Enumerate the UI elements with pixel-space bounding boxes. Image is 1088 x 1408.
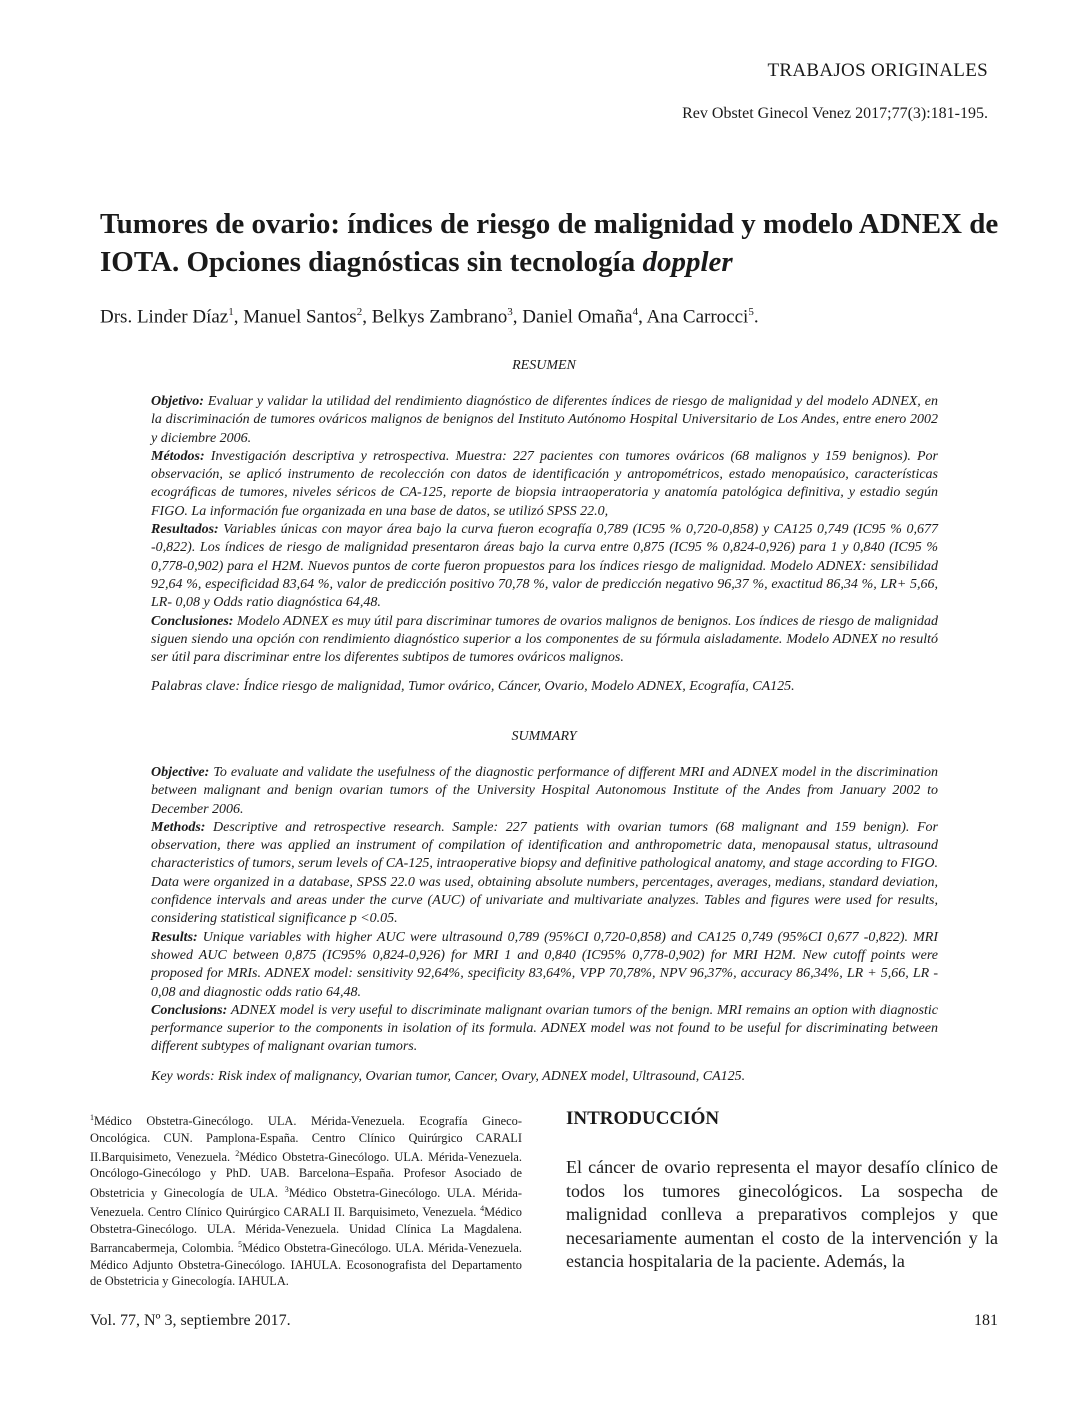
- abstract-section: [151, 448, 938, 521]
- title-italic: doppler: [642, 246, 733, 278]
- author-separator: ,: [512, 306, 523, 328]
- author-name: Ana Carrocci: [646, 306, 749, 328]
- author-name: Manuel Santos: [243, 306, 357, 328]
- author-name: Linder Díaz: [136, 306, 229, 328]
- section-label: TRABAJOS ORIGINALES: [767, 60, 988, 81]
- title-main: Tumores de ovario: índices de riesgo de malignidad y modelo ADNEX de IOTA. Opciones diagnósticas sin tecnología: [100, 208, 999, 278]
- author-separator: ,: [233, 306, 244, 328]
- section-label: Objetivo:: [151, 394, 204, 409]
- footnote-text: Médico Obstetra-Ginecólogo. ULA. Mérida-Venezuela. Oncólogo-Ginecólogo y PhD. UAB. Barcelona–España. Profesor Asociado de Obstetricia y Ginecología de ULA.: [90, 1150, 523, 1200]
- introduccion-text: El cáncer de ovario representa el mayor desafío clínico de todos los tumores ginecológicos. La sospecha de malignidad conlleva a preparativos complejos y que necesariamente aumentan el costo de la intervención y la estancia hospitalaria de la paciente. Además, la: [566, 1157, 998, 1272]
- section-text: Modelo ADNEX es muy útil para discriminar tumores de ovarios malignos de benignos. Los índices de riesgo de malignidad siguen siendo una opción con rendimiento diagnóstico superior a los componentes de su fórmula aisladamente. Modelo ADNEX no resultó ser útil para discriminar entre los diferentes subtipos de tumores ováricos malignos.: [151, 613, 938, 666]
- abstract-section: [151, 764, 938, 819]
- summary-heading: SUMMARY: [511, 729, 577, 744]
- section-label: Resultados:: [151, 522, 219, 538]
- introduccion-heading: INTRODUCCIÓN: [566, 1108, 720, 1129]
- footnote-mark: 3: [284, 1184, 289, 1194]
- abstract-section: [151, 1002, 938, 1057]
- footer-issue: Vol. 77, Nº 3, septiembre 2017.: [90, 1312, 291, 1329]
- footnote-mark: 1: [90, 1113, 94, 1122]
- key-words: Key words: Risk index of malignancy, Ovarian tumor, Cancer, Ovary, ADNEX model, Ultrasound, CA125.: [151, 1069, 746, 1084]
- author-name: Daniel Omaña: [522, 306, 633, 328]
- author-separator: .: [753, 306, 759, 328]
- footnote-text: Médico Obstetra-Ginecólogo. ULA. Mérida-Venezuela. Médico Adjunto Obstetra-Ginecólogo. IAHULA. Ecosonografista del Departamento de Obstetricia y Ginecología. IAHULA.: [90, 1241, 523, 1289]
- abstract-section: [151, 613, 938, 668]
- author-list: [100, 306, 759, 328]
- author-affiliation-mark: 3: [507, 306, 513, 318]
- section-text: To evaluate and validate the usefulness of the diagnostic performance of different MRI and ADNEX model in the discrimination between malignant and benign ovarian tumors of the University Hospital Autonomous Institute of the Andes from January 2002 to December 2006.: [151, 765, 938, 817]
- abstract-section: [151, 393, 938, 448]
- section-label: Results:: [151, 929, 198, 945]
- footnote-mark: 5: [238, 1240, 243, 1250]
- resumen-abstract: [151, 393, 938, 667]
- affiliation-footnotes: [90, 1110, 522, 1290]
- article-title: [100, 205, 1000, 281]
- resumen-heading: RESUMEN: [512, 358, 576, 373]
- section-text: Variables únicas con mayor área bajo la curva fueron ecografía 0,789 (IC95 % 0,720-0,858) y CA125 0,749 (IC95 % 0,677 -0,822). Los índices de riesgo de malignidad presentaron áreas bajo la curva entre 0,875 (IC95 % 0,824-0,926) para 1 y 0,840 (IC95 % 0,778-0,902) para el H2M. Nuevos puntos de corte fueron propuestos para los índices riesgo de malignidad. Modelo ADNEX: sensibilidad 92,64 %, especificidad 83,64 %, valor de predicción positivo 70,78 %, valor de predicción negativo 96,37 %, exactitud 86,34 %, LR+ 5,66, LR- 0,08 y Odds ratio diagnóstica 64,48.: [151, 522, 938, 611]
- author-affiliation-mark: 2: [356, 306, 363, 318]
- footnote-text: Médico Obstetra-Ginecólogo. ULA. Mérida-Venezuela. Ecografía Gineco-Oncológica. CUN. Pamplona-España. Centro Clínico Quirúrgico CARALI II.Barquisimeto, Venezuela.: [90, 1114, 522, 1165]
- abstract-section: [151, 819, 938, 929]
- footnote-mark: 2: [235, 1148, 240, 1158]
- section-text: Evaluar y validar la utilidad del rendimiento diagnóstico de diferentes índices de riesgo de malignidad y del modelo ADNEX, en la discriminación de tumores ováricos malignos de benignos del Instituto Autónomo Hospital Universitario de Los Andes, entre enero 2002 y diciembre 2006.: [151, 394, 938, 446]
- author-affiliation-mark: 1: [228, 306, 234, 318]
- authors-prefix: Drs.: [100, 306, 137, 328]
- section-label: Objective:: [151, 765, 210, 780]
- section-label: Conclusiones:: [151, 613, 234, 629]
- section-text: Investigación descriptiva y retrospectiva. Muestra: 227 pacientes con tumores ováricos (68 malignos y 159 benignos). Por observación, se aplicó instrumento de recolección con datos de identificación y antropométricos, estado menopaúsico, características ecográficas de tumores, niveles séricos de CA-125, reporte de biopsia intraoperatoria y anatomía patológica definitiva, y estadio según FIGO. La información fue organizada en una base de datos, se utilizó SPSS 22.0,: [151, 448, 938, 519]
- section-text: ADNEX model is very useful to discriminate malignant ovarian tumors of the benign. MRI remains an option with diagnostic performance superior to the components in isolation of its formula. ADNEX model was not found to be useful for discriminating between different subtypes of malignant ovarian tumors.: [151, 1002, 938, 1055]
- footnote-text: Médico Obstetra-Ginecólogo. ULA. Mérida-Venezuela. Centro Clínico Quirúrgico CARALI II. Barquisimeto, Venezuela.: [90, 1186, 523, 1220]
- section-text: Descriptive and retrospective research. Sample: 227 patients with ovarian tumors (68 malignant and 159 benign). For observation, there was applied an instrument of compilation of identification and anthropometric data, menopausal status, ultrasound characteristics of tumors, serum levels of CA-125, intraoperative biopsy and definitive pathological anatomy, and stage according to FIGO. Data were organized in a database, SPSS 22.0 was used, obtaining absolute numbers, percentages, averages, medians, standard deviation, confidence intervals and areas under the curve (AUC) of univariate and multivariate analyzes. Tables and figures were used for results, considering statistical significance p <0.05.: [151, 819, 938, 927]
- section-text: Unique variables with higher AUC were ultrasound 0,789 (95%CI 0,720-0,858) and CA125 0,749 (95%CI 0,677 -0,822). MRI showed AUC between 0,875 (IC95% 0,824-0,926) for MRI 1 and 0,840 (IC95% 0,778-0,902) for MRI H2M. New cutoff points were proposed for MRIs. ADNEX model: sensitivity 92,64%, specificity 83,64%, VPP 70,78%, NPV 96,37%, accuracy 86,34%, LR + 5,66, LR - 0,08 and diagnostic odds ratio 64,48.: [151, 929, 938, 1000]
- author-affiliation-mark: 4: [632, 306, 639, 318]
- author-affiliation-mark: 5: [748, 306, 754, 318]
- section-label: Conclusions:: [151, 1002, 228, 1018]
- summary-abstract: [151, 764, 938, 1057]
- author-separator: ,: [638, 306, 647, 328]
- section-label: Métodos:: [151, 448, 205, 464]
- footnote-text: Médico Obstetra-Ginecólogo. ULA. Mérida-Venezuela. Unidad Clínica La Magdalena. Barrancabermeja, Colombia.: [90, 1205, 522, 1256]
- page-number: 181: [974, 1312, 998, 1329]
- footnote-mark: 4: [480, 1204, 485, 1214]
- section-label: Methods:: [151, 819, 206, 835]
- author-separator: ,: [362, 306, 372, 328]
- author-name: Belkys Zambrano: [371, 306, 508, 328]
- abstract-section: [151, 521, 938, 612]
- palabras-clave: Palabras clave: Índice riesgo de malignidad, Tumor ovárico, Cáncer, Ovario, Modelo ADNEX, Ecografía, CA125.: [151, 679, 795, 694]
- journal-reference: Rev Obstet Ginecol Venez 2017;77(3):181-195.: [682, 105, 988, 122]
- abstract-section: [151, 929, 938, 1002]
